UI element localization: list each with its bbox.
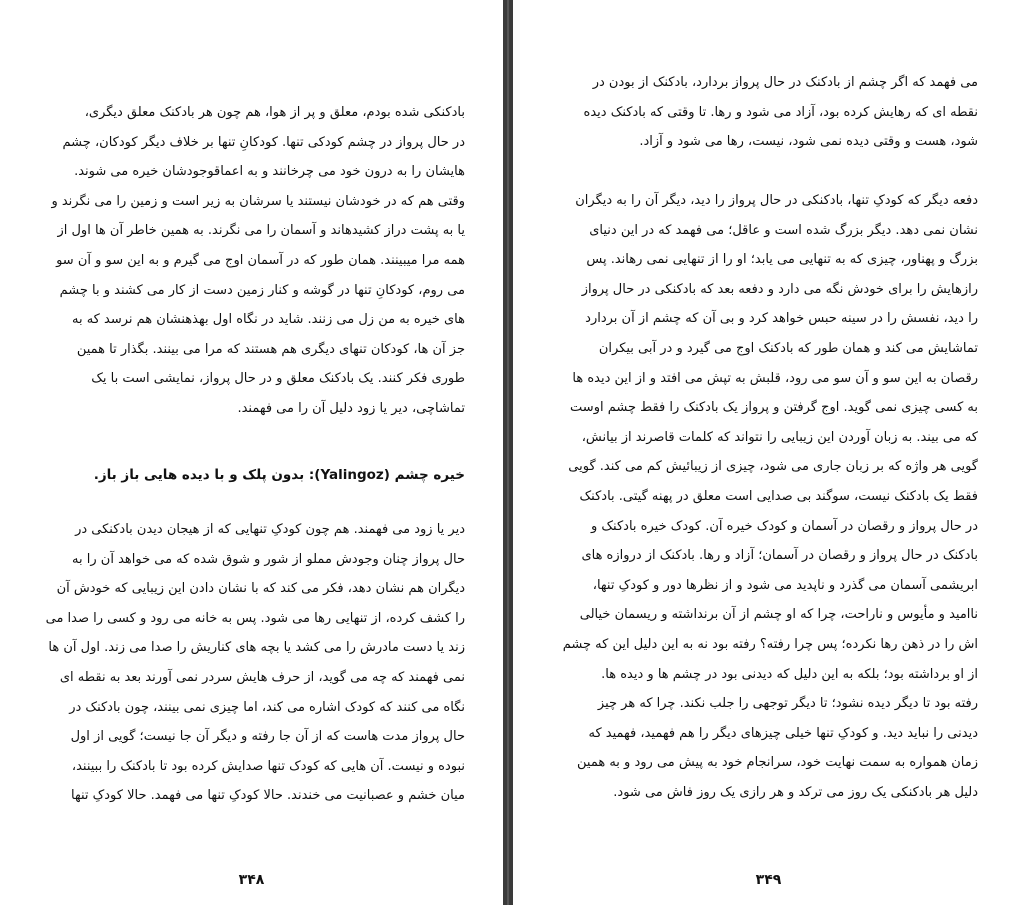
text-line: دیگران هم نشان دهد، فکر می کند که با نشان دادن این زیبایی که خودش آن <box>56 581 465 597</box>
page-number-right: ۳۴۹ <box>755 872 782 888</box>
text-line: همه مرا میبینند. همان طور که در آسمان اوج می گیرم و به این سو و آن سو <box>56 252 465 268</box>
text-line: نشان نمی دهد. دیگر بزرگ شده است و عاقل؛ می فهمد که در این دنیای <box>589 222 978 238</box>
text-line: نقطه ای که رهایش کرده بود، آزاد می شود و رها. تا وقتی که بادکنک دیده <box>583 104 978 120</box>
text-line: بادکنک در حال پرواز و رقصان در آسمان؛ آزاد و رها. بادکنک از دروازه های <box>581 548 978 564</box>
text-line: در حال پرواز در چشم کودکی تنها. کودکانِ تنها بر خلاف دیگر کودکان، چشم <box>62 134 465 150</box>
text-line: اش را در ذهن رها نکرده؛ پس چرا رفته؟ رفته بود نه به این دلیل این که چشم <box>562 636 978 652</box>
text-line: بادکنکی شده بودم، معلق و پر از هوا، هم چون هر بادکنک معلق دیگری، <box>84 105 465 120</box>
text-line: در حال پرواز و رقصان در آسمان و کودک خیره آن. کودک خیره بادکنک و <box>591 518 978 534</box>
text-line: دفعه دیگر که کودکِ تنها، بادکنکی در حال پرواز را دید، دیگر آن را به دیگران <box>575 193 978 208</box>
text-line: دیر یا زود می فهمند. هم چون کودکِ تنهایی که از هیجان دیدن بادکنکی در <box>75 522 465 537</box>
left-paragraph-1 <box>40 98 465 424</box>
text-line: بزرگ و پهناور، چیزی که به تنهایی می یابد؛ او را از تنهایی نمی رهاند. پس <box>586 252 978 268</box>
page-number-left: ۳۴۸ <box>238 872 265 888</box>
text-line: زند یا دست مادرش را می کشد یا بچه های کناریش را صدا می زند. اول آن ها <box>48 640 465 656</box>
text-line: شود، هست و وقتی دیده نمی شود، نیست، رها می شود و آزاد. <box>639 134 978 150</box>
text-line: رازهایش را برای خودش نگه می دارد و دفعه بعد که بادکنکی در حال پرواز <box>581 281 978 297</box>
text-line: رفته بود تا دیگر دیده نشود؛ تا دیگر توجهی را جلب نکند. چرا که هر چیز <box>597 696 978 712</box>
text-line: میان خشم و عصبانیت می خندند. حالا کودکِ تنها می فهمد. حالا کودکِ تنها <box>71 788 465 804</box>
text-line: تماشاچی، دیر یا زود دلیل آن را می فهمند. <box>237 400 465 416</box>
text-line: به کسی چیزی نمی گوید. اوج گرفتن و پرواز یک بادکنک را فقط چشم اوست <box>570 400 978 416</box>
left-page <box>0 0 503 905</box>
text-line: دیدنی را نباید دید. و کودکِ تنها خیلی چیزهای دیگر را هم فهمید، فهمید که <box>588 725 978 741</box>
text-line: طوری فکر کنند. یک بادکنک معلق و در حال پرواز، نمایشی است با یک <box>91 371 465 387</box>
text-line: حال پرواز چنان وجودش مملو از شور و شوق شده که می خواهد آن را به <box>72 551 465 567</box>
text-line: فقط یک بادکنک نیست، سوگند بی صدایی است معلق در پهنه گیتی. بادکنک <box>579 488 978 504</box>
text-line: از او برداشته بود؛ بلکه به این دلیل که دیدنی بود در چشم ها و دیده ها. <box>601 666 978 682</box>
text-line: می فهمد که اگر چشم از بادکنک در حال پرواز بردارد، بادکنک از بودن در <box>592 75 978 90</box>
right-paragraph-2 <box>560 186 978 807</box>
text-line: که می بیند. به زبان آوردن این زیبایی را نتواند که کلمات قاصرند از بیانش، <box>581 429 978 445</box>
text-line: حال پرواز مدت هاست که از آن جا رفته و دیگر آن جا نیست؛ گویی از اول <box>70 729 465 745</box>
right-page <box>513 0 1024 905</box>
text-line: نگاه می کنند که کودک اشاره می کند، اما چیزی نمی بینند، چون بادکنک در <box>69 699 465 715</box>
right-paragraph-1 <box>560 68 978 157</box>
text-line: هایشان را به درون خود می چرخانند و به اعماقوجودشان خیره می شوند. <box>74 164 465 180</box>
text-line: یا به پشت دراز کشیدهاند و آسمان را می نگرند. به همین خاطر آن ها اول از <box>57 223 465 239</box>
section-heading: خیره چشم (Yalingoz): بدون پلک و با دیده هایی باز باز. <box>93 467 465 483</box>
text-line: های خیره به من زل می زنند. شاید در نگاه اول بهذهنشان هم نرسد که به <box>71 312 465 328</box>
text-line: را کشف کرده، از تنهایی رها می شود. پس به خانه می رود و کسی را صدا می <box>45 610 465 626</box>
text-line: گویی هر واژه که بر زبان جاری می شود، چیزی از زیبائیش کم می کند. گویی <box>568 459 978 475</box>
book-spine <box>503 0 513 905</box>
text-line: نمی فهمند که چه می گوید، از حرف هایش سردر نمی آورند بعد به نقطه ای <box>59 669 465 685</box>
left-paragraph-2 <box>40 515 465 811</box>
text-line: جز آن ها، کودکان تنهای دیگری هم هستند که مرا می بینند. بگذار تا همین <box>76 341 465 357</box>
text-line: نبوده و نیست. آن هایی که کودک تنها صدایش کرده بود تا بادکنک را ببینند، <box>71 758 465 774</box>
text-line: تماشایش می کند و همان طور که بادکنک اوج می گیرد و در آبی بیکران <box>598 340 978 356</box>
text-line: ابریشمی آسمان می گذرد و ناپدید می شود و از نظرها دور و کودکِ تنها، <box>592 577 978 593</box>
text-line: ناامید و مأیوس و ناراحت، چرا که او چشم از آن برنداشته و ریسمان خیالی <box>579 607 978 623</box>
text-line: وقتی هم که در خودشان نیستند یا سرشان به زیر است و زمین را می نگرند و <box>51 193 465 209</box>
text-line: رقصان به این سو و آن سو می رود، قلبش به تپش می افتد و از این دیده ها <box>572 370 978 386</box>
text-line: می روم، کودکانِ تنها در گوشه و کنار زمین دست از کار می کشند و با چشم <box>59 282 465 298</box>
text-line: را دید، نفسش را در سینه حبس خواهد کرد و بی آن که چشم از آن بردارد <box>585 311 978 327</box>
text-line: دلیل هر بادکنکی یک روز می ترکد و هر رازی یک روز فاش می شود. <box>613 784 978 800</box>
text-line: زمان همواره به سمت نهایت خود، سرانجام خود به پیش می رود و به همین <box>577 755 978 771</box>
